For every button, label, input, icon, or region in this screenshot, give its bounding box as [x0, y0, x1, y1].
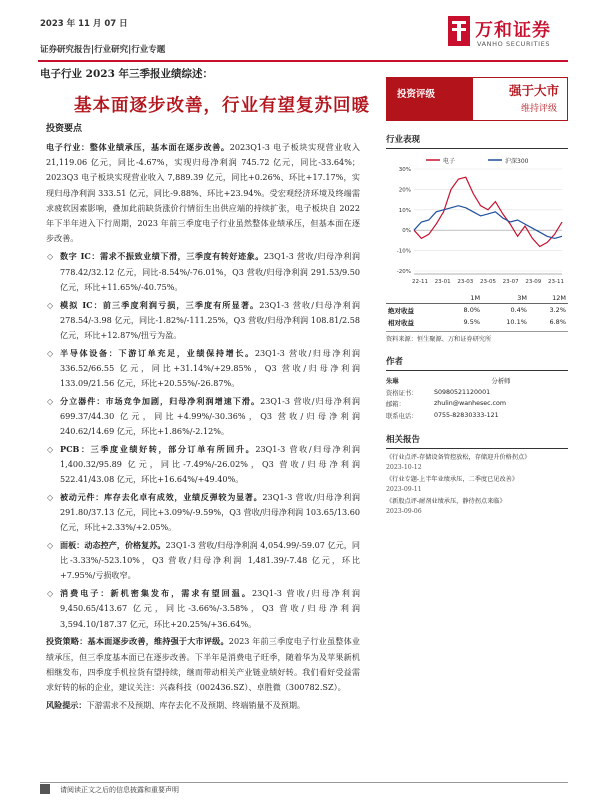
rating-box — [386, 77, 568, 121]
bullet-heading: 消费电子：新机密集发布，需求有望回温。 — [60, 588, 252, 599]
footer-disclaimer: 请阅读正文之后的信息披露和重要声明 — [60, 786, 179, 794]
strategy-paragraph — [46, 634, 360, 695]
bullet-heading: 半导体设备：下游订单充足，业绩保持增长。 — [60, 347, 255, 358]
author-name: 朱琳 — [386, 378, 399, 386]
performance-table — [386, 293, 568, 328]
y-tick-label: 30% — [398, 167, 411, 173]
performance-header-cell: 1M — [443, 293, 482, 304]
bullet-text: 23Q1-3 营收/归母净利润 778.42/32.12 亿元，同比-8.54%/-76.01%，Q3 营收/归母净利润 291.53/9.50 亿元，环比+11.65%/-40.75%。 — [60, 251, 360, 292]
performance-title: 行业表现 — [386, 133, 568, 149]
x-tick-label: 23-03 — [457, 279, 474, 285]
diamond-bullet-icon: ◇ — [47, 589, 54, 599]
sector-bullet — [46, 490, 360, 536]
author-field-label: 邮箱： — [386, 401, 405, 409]
author-field-value: zhulin@wanhesec.com — [434, 400, 507, 408]
key-points-heading: 投资要点 — [46, 124, 83, 134]
author-field-value: 0755-82830333-121 — [434, 412, 499, 420]
header-divider — [38, 60, 568, 62]
risk-paragraph — [46, 698, 360, 713]
sector-bullet — [46, 394, 360, 440]
diamond-bullet-icon: ◇ — [47, 300, 54, 310]
sidebar — [386, 77, 568, 519]
diamond-bullet-icon: ◇ — [47, 492, 54, 502]
logo-english-text: VANHO SECURITIES — [477, 40, 551, 48]
related-report-date: 2023-10-12 — [386, 464, 422, 472]
performance-cell: 6.8% — [549, 318, 566, 326]
performance-header-cell: 12M — [529, 293, 568, 304]
performance-header-cell — [386, 293, 443, 304]
report-date: 2023 年 11 月 07 日 — [40, 19, 128, 29]
author-row — [386, 375, 568, 387]
related-report-title[interactable]: 《行业专题-上半年业绩承压，二季度已见改善》 — [386, 476, 519, 484]
diamond-bullet-icon: ◇ — [47, 444, 54, 454]
report-category: 证券研究报告|行业研究|行业专题 — [40, 45, 166, 55]
bullet-heading: 分立器件：市场竞争加剧，归母净利润增速下滑。 — [60, 395, 261, 406]
sector-bullet — [46, 346, 360, 392]
author-row — [386, 398, 568, 410]
bullet-text: 23Q1-3 营收/归母净利润 336.52/66.55 亿元，同比+31.14%/+29.85%，Q3 营收/归母净利润 133.09/21.56 亿元，环比+20.55%/-26.87%。 — [60, 347, 360, 389]
performance-cell: 10.1% — [506, 318, 527, 326]
x-tick-label: 23-09 — [525, 279, 542, 285]
author-row — [386, 387, 568, 399]
bullet-heading: 被动元件：库存去化卓有成效，业绩反弹较为显著。 — [60, 491, 263, 502]
sector-bullet-list — [46, 249, 360, 631]
related-report-item[interactable] — [386, 497, 568, 517]
performance-cell: 3.2% — [549, 306, 566, 314]
bullet-text: 23Q1-3 营收/归母净利润 9,450.65/413.67 亿元，同比-3.66%/-3.58%，Q3 营收/归母净利润 3,594.10/187.37 亿元，环比+20.25%/+36.64%。 — [60, 588, 360, 629]
y-tick-label: 10% — [398, 207, 411, 214]
rating-label: 投资评级 — [387, 78, 473, 120]
sector-bullet — [46, 538, 360, 584]
x-tick-label: 23-01 — [434, 279, 451, 285]
series-line-csi300 — [414, 206, 562, 239]
summary-text: 2023Q1-3 电子板块实现营业收入 21,119.06 亿元，同比-4.67%，实现归母净利润 745.72 亿元，同比-33.64%；2023Q3 电子板块实现营业收入 7,889.39 亿元，同比+0.26%、环比+17.17%，实现归母净利润 333.51 亿元，同比-9.88%、环比+23.94%。受宏观经济环境及终端需求疲软因素影响，叠加此前缺货涨价行情衍生出供应端的持续扩张，电子板块自 2022 年下半年进入下行周期，2023 年前三季度电子行业虽然整体业绩承压，但基本面在逐步改善。 — [46, 142, 360, 244]
bullet-text: 23Q1-3 营收/归母净利润 1,400.32/95.89 亿元，同比-7.49%/-26.02%，Q3 营收/归母净利润 522.41/43.08 亿元，环比+16.64%/+49.40%。 — [60, 443, 360, 485]
logo-mark-icon — [448, 16, 470, 46]
author-field-value: 分析师 — [491, 378, 511, 386]
performance-chart-svg — [386, 153, 568, 293]
strategy-bold: 投资策略：基本面逐步改善，维持强于大市评级。 — [46, 636, 229, 647]
sector-bullet — [46, 442, 360, 488]
bullet-heading: PCB：三季度业绩好转，部分订单有所回升。 — [60, 443, 256, 454]
author-row — [386, 410, 568, 422]
performance-cell: 9.5% — [463, 318, 481, 326]
performance-cell: 0.4% — [510, 306, 527, 314]
performance-row — [386, 304, 568, 317]
related-report-title[interactable]: 《新股点评-耐剂业绩承压，静待拐点来临》 — [386, 498, 506, 506]
performance-row — [386, 316, 568, 328]
rating-value: 强于大市 — [508, 83, 559, 98]
x-tick-label: 23-07 — [502, 279, 519, 285]
related-reports-list — [386, 453, 568, 517]
bullet-text: 23Q1-3 营收/归母净利润 278.54/-3.98 亿元，同比-1.82%/-111.25%，Q3 营收/归母净利润 108.81/2.58 亿元，环比+12.87%/扭亏为盈。 — [60, 299, 360, 340]
sector-bullet — [46, 298, 360, 344]
report-title: 基本面逐步改善，行业有望复苏回暖 — [74, 96, 370, 116]
legend-label: 沪深300 — [505, 158, 529, 165]
report-subtitle: 电子行业 2023 年三季报业绩综述： — [40, 68, 214, 80]
performance-cell: 绝对收益 — [388, 306, 414, 315]
x-tick-label: 23-11 — [548, 279, 564, 285]
y-tick-label: -20% — [396, 269, 411, 275]
performance-cell: 相对收益 — [388, 318, 414, 327]
risk-bold: 风险提示： — [46, 700, 87, 711]
bullet-text: 23Q1-3 营收/归母净利润 699.37/44.30 亿元，同比+4.99%/-30.36%，Q3 营收/归母净利润 240.62/14.69 亿元，环比+1.86%/-2.12%。 — [60, 395, 360, 437]
author-title: 作者 — [386, 355, 568, 371]
performance-table-body — [386, 304, 568, 329]
performance-chart — [386, 153, 568, 293]
footer-mark-icon — [40, 784, 50, 794]
risk-text: 下游需求不及预期、库存去化不及预期、终端销量不及预期。 — [86, 700, 306, 711]
author-field-label: 资格证书： — [386, 389, 418, 397]
performance-header-cell: 3M — [482, 293, 529, 304]
related-report-item[interactable] — [386, 453, 568, 473]
diamond-bullet-icon: ◇ — [47, 396, 54, 406]
sector-bullet — [46, 249, 360, 295]
y-tick-label: 20% — [398, 187, 411, 194]
related-report-item[interactable] — [386, 475, 568, 495]
diamond-bullet-icon: ◇ — [47, 348, 54, 358]
diamond-bullet-icon: ◇ — [47, 541, 54, 551]
performance-cell: 8.0% — [463, 306, 481, 314]
logo-text: 万和证券 — [475, 20, 551, 41]
bullet-heading: 面板：动态控产，价格复苏。 — [60, 540, 166, 551]
x-tick-label: 23-05 — [480, 279, 496, 285]
diamond-bullet-icon: ◇ — [47, 252, 54, 262]
y-tick-label: -10% — [396, 248, 411, 255]
x-tick-label: 22-11 — [412, 279, 428, 285]
summary-paragraph — [46, 140, 360, 246]
related-title: 相关报告 — [386, 433, 568, 449]
bullet-text: 23Q1-3 营收/归母净利润 291.80/37.13 亿元，同比+3.09%/-9.59%，Q3 营收/归母净利润 103.65/13.60 亿元，环比+2.33%/+2.05%。 — [60, 491, 360, 533]
sector-bullet — [46, 586, 360, 632]
rating-sub: 维持评级 — [520, 104, 557, 114]
key-points-section — [46, 121, 360, 716]
bullet-heading: 模拟 IC：前三季度利润亏损，三季度有所显著。 — [60, 299, 260, 310]
bullet-text: 23Q1-3 营收/归母净利润 4,054.99/-59.07 亿元，同比-3.33%/-523.10%，Q3 营收/归母净利润 1,481.39/-7.48 亿元，环比+7.95%/亏损收窄。 — [60, 540, 360, 581]
author-field-label: 联系电话： — [386, 413, 418, 421]
y-tick-label: 0% — [402, 228, 411, 235]
strategy-text: 2023 年前三季度电子行业虽整体业绩承压，但三季度基本面已在逐步改善。下半年是消费电子旺季，随着华为及苹果新机相继发布，四季度手机拉货有望持续，继而带动相关产业链业绩好转。我们看好受益需求好转的标的企业，建议关注：兴森科技（002436.SZ）、卓胜微（300782.SZ）。 — [46, 636, 360, 692]
related-report-date: 2023-09-06 — [386, 508, 422, 516]
data-source: 资料来源：恒生聚源、万和证券研究所 — [386, 331, 568, 343]
summary-bold: 电子行业：整体业绩承压，基本面在逐步改善。 — [46, 142, 230, 152]
bullet-heading: 数字 IC：需求不振致业绩下滑，三季度有转好迹象。 — [60, 251, 264, 262]
related-report-date: 2023-09-11 — [386, 486, 422, 494]
legend-label: 电子 — [443, 158, 456, 165]
performance-table-header — [386, 293, 568, 304]
author-table — [386, 375, 568, 421]
author-field-value: S0980521120001 — [434, 388, 491, 396]
related-report-title[interactable]: 《行业点评-存储设备管控放松，存储迎升价格拐点》 — [386, 454, 531, 462]
footer-divider — [40, 782, 568, 783]
company-logo — [448, 16, 568, 60]
